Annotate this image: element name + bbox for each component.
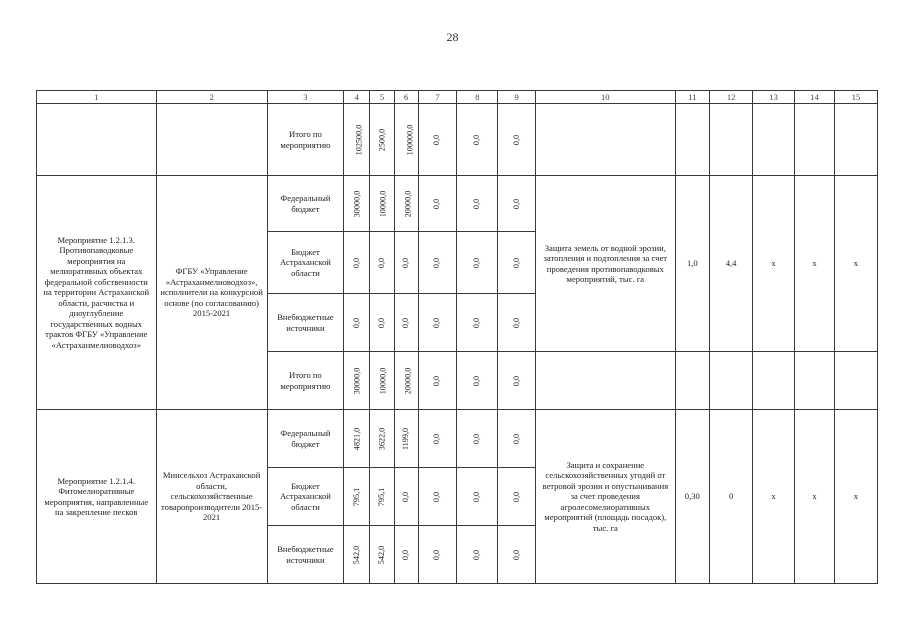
value-cell: 0,0 [394,232,418,294]
header-cell: 15 [834,91,877,104]
value-cell: 0,0 [457,294,498,352]
value-cell: 0,0 [418,352,457,410]
value-cell: 4821,0 [344,410,370,468]
header-cell: 4 [344,91,370,104]
value-cell: 1199,0 [394,410,418,468]
header-cell: 10 [536,91,675,104]
indicator-value-cell: x [834,176,877,352]
value-cell: 30000,0 [344,352,370,410]
value-cell: 100000,0 [394,104,418,176]
value-cell: 0,0 [498,468,536,526]
header-cell: 5 [370,91,394,104]
header-cell: 3 [267,91,344,104]
value-cell: 0,0 [418,104,457,176]
header-row [37,91,878,104]
activity-cell: Мероприятие 1.2.1.3. Противопаводковые мероприятия на мелиоративных объектах федеральной собственности на территории Астраханской области, расчистка и дноуглубление государственных водных трактов ФГБУ «Управление «Астраханмелиоводхоз» [37,176,157,410]
source-cell: Бюджет Астраханской области [267,468,344,526]
source-cell: Федеральный бюджет [267,176,344,232]
indicator-value-cell: x [753,410,795,584]
value-cell: 0,0 [498,232,536,294]
indicator-value-cell: x [795,176,835,352]
value-cell: 0,0 [370,232,394,294]
value-cell: 795,1 [344,468,370,526]
value-cell: 0,0 [498,294,536,352]
value-cell: 10000,0 [370,352,394,410]
header-cell: 9 [498,91,536,104]
value-cell: 0,0 [457,410,498,468]
value-cell: 3622,0 [370,410,394,468]
value-cell: 0,0 [418,232,457,294]
value-cell: 795,1 [370,468,394,526]
value-cell: 0,0 [457,232,498,294]
header-cell: 1 [37,91,157,104]
value-cell: 0,0 [418,526,457,584]
activity-cell: Мероприятие 1.2.1.4. Фитомелиоративные мероприятия, направленные на закрепление песков [37,410,157,584]
value-cell: 20000,0 [394,176,418,232]
header-cell: 14 [795,91,835,104]
table-row [37,104,878,176]
indicator-value-cell: 0,30 [675,410,710,584]
value-cell: 30000,0 [344,176,370,232]
value-cell: 0,0 [457,176,498,232]
value-cell: 0,0 [418,468,457,526]
source-cell: Внебюджетные источники [267,526,344,584]
value-cell: 20000,0 [394,352,418,410]
source-cell: Внебюджетные источники [267,294,344,352]
indicator-value-cell: x [834,410,877,584]
value-cell: 0,0 [498,104,536,176]
header-cell: 6 [394,91,418,104]
value-cell: 0,0 [457,526,498,584]
activity-cell [37,104,157,176]
source-cell: Итого по мероприятию [267,104,344,176]
indicator-value-cell: 4,4 [710,176,753,352]
value-cell: 542,0 [370,526,394,584]
value-cell: 0,0 [370,294,394,352]
program-table [36,90,878,584]
value-cell: 0,0 [394,294,418,352]
value-cell: 0,0 [394,526,418,584]
header-cell: 2 [156,91,267,104]
value-cell: 0,0 [418,410,457,468]
indicator-cell: Защита и сохранение сельскохозяйственных угодий от ветровой эрозии и опустынивания за счет проведения агролесомелиоративных мероприятий (площадь посадок), тыс. га [536,410,675,584]
value-cell: 0,0 [498,176,536,232]
table-row [37,176,878,232]
value-cell: 0,0 [457,352,498,410]
value-cell: 102500,0 [344,104,370,176]
indicator-cell: Защита земель от водной эрозии, затопления и подтопления за счет проведения противопаводковых мероприятий, тыс. га [536,176,675,352]
value-cell: 2500,0 [370,104,394,176]
executor-cell: ФГБУ «Управление «Астраханмелиоводхоз», исполнители на конкурсной основе (по согласованию) 2015-2021 [156,176,267,410]
value-cell: 10000,0 [370,176,394,232]
indicator-value-cell: x [753,176,795,352]
value-cell: 0,0 [498,526,536,584]
value-cell: 0,0 [498,352,536,410]
value-cell: 0,0 [498,410,536,468]
value-cell: 0,0 [457,468,498,526]
executor-cell: Минсельхоз Астраханской области, сельскохозяйственные товаропроизводители 2015-2021 [156,410,267,584]
source-cell: Федеральный бюджет [267,410,344,468]
value-cell: 0,0 [457,104,498,176]
value-cell: 0,0 [418,294,457,352]
page-number: 28 [446,30,459,44]
header-cell: 8 [457,91,498,104]
header-cell: 13 [753,91,795,104]
indicator-value-cell: x [795,410,835,584]
table-row [37,410,878,468]
header-cell: 7 [418,91,457,104]
value-cell: 0,0 [418,176,457,232]
indicator-value-cell: 1,0 [675,176,710,352]
executor-cell [156,104,267,176]
source-cell: Бюджет Астраханской области [267,232,344,294]
value-cell: 0,0 [344,294,370,352]
indicator-value-cell: 0 [710,410,753,584]
value-cell: 0,0 [344,232,370,294]
value-cell: 0,0 [394,468,418,526]
header-cell: 12 [710,91,753,104]
value-cell: 542,0 [344,526,370,584]
source-cell: Итого по мероприятию [267,352,344,410]
header-cell: 11 [675,91,710,104]
